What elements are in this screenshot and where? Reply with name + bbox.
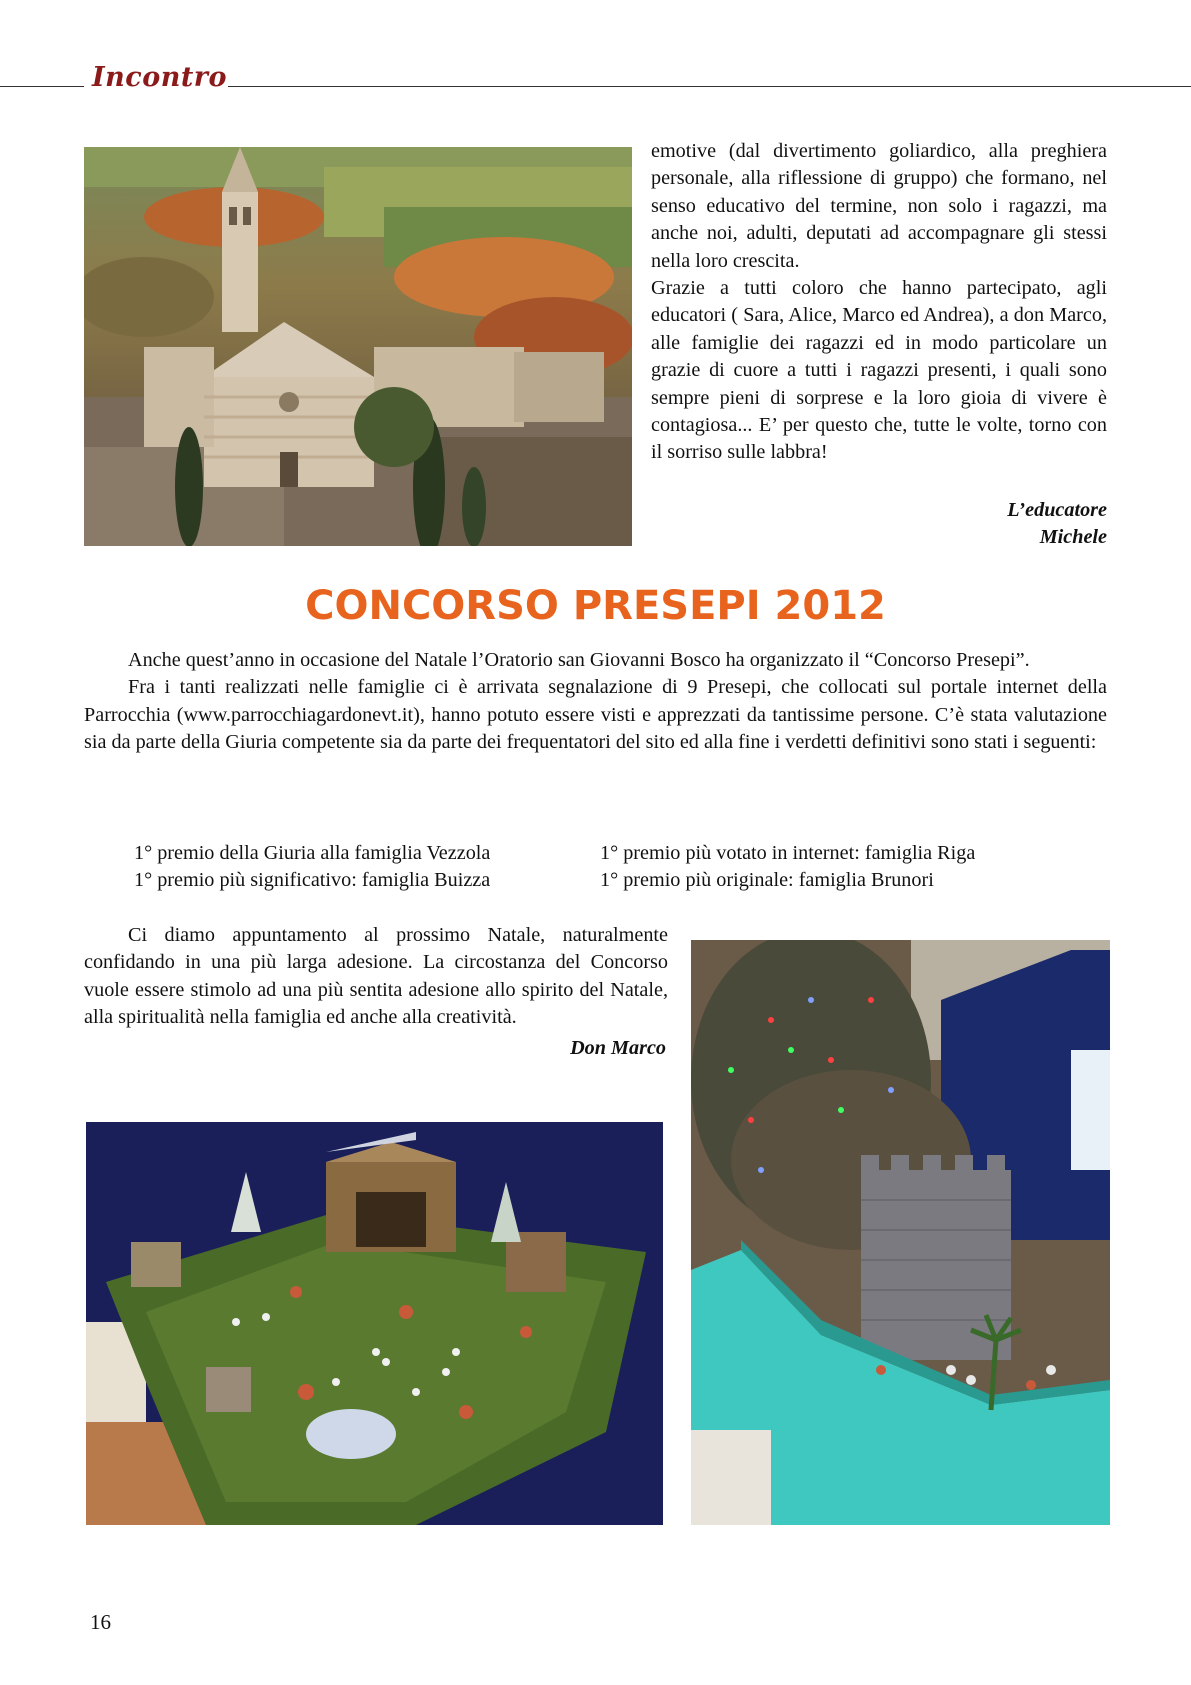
header-rule-right bbox=[228, 86, 1191, 87]
prize-giuria: 1° premio della Giuria alla famiglia Vezzola bbox=[134, 842, 491, 864]
magazine-title: Incontro bbox=[92, 62, 228, 93]
top-column-text bbox=[651, 138, 1107, 467]
article-paragraph-1: Anche quest’anno in occasione del Natale l’Oratorio san Giovanni Bosco ha organizzato il “Concorso Presepi”. bbox=[128, 649, 1030, 671]
prize-originale: 1° premio più originale: famiglia Brunori bbox=[600, 869, 934, 891]
signature-role: L’educatore bbox=[1007, 499, 1107, 521]
signature-name: Michele bbox=[1039, 526, 1107, 548]
photo-basilica-assisi bbox=[84, 147, 632, 546]
photo-presepe-2 bbox=[691, 940, 1110, 1525]
continued-paragraph: emotive (dal divertimento goliardico, alla preghiera personale, alla riflessione di gruppo) che formano, nel senso educativo del termine, non solo i ragazzi, ma anche noi, adulti, deputati ad accompagnare gli stessi nella loro crescita. bbox=[651, 140, 1107, 272]
prize-internet: 1° premio più votato in internet: famiglia Riga bbox=[600, 842, 976, 864]
closing-text bbox=[84, 922, 668, 1032]
article-intro bbox=[84, 647, 1107, 757]
header-rule-left bbox=[0, 86, 84, 87]
article-paragraph-3: Ci diamo appuntamento al prossimo Natale, naturalmente confidando in una più larga adesione. La circostanza del Concorso vuole essere stimolo ad una più sentita adesione allo spirito del Natale, alla spiritualità nella famiglia ed anche alla creatività. bbox=[84, 924, 668, 1029]
thanks-paragraph: Grazie a tutti coloro che hanno partecipato, agli educatori ( Sara, Alice, Marco ed Andrea), a don Marco, alle famiglie dei ragazzi ed in modo particolare un grazie di cuore a tutti i ragazzi presenti, i quali sono sempre pieni di sorprese e la loro gioia di vivere è contagiosa... E’ per questo che, tutte le volte, torno con il sorriso sulle labbra! bbox=[651, 277, 1107, 464]
photo-presepe-1 bbox=[86, 1122, 663, 1525]
signature-don-marco: Don Marco bbox=[570, 1037, 666, 1059]
page-number: 16 bbox=[90, 1610, 111, 1634]
article-paragraph-2: Fra i tanti realizzati nelle famiglie ci è arrivata segnalazione di 9 Presepi, che collocati sul portale internet della Parrocchia (www.parrocchiagardonevt.it), hanno potuto essere visti e apprezzati da tantissime persone. C’è stata valutazione sia da parte della Giuria competente sia da parte dei frequentatori del sito ed alla fine i verdetti definitivi sono stati i seguenti: bbox=[84, 676, 1107, 754]
prize-significativo: 1° premio più significativo: famiglia Buizza bbox=[134, 869, 491, 891]
article-title: CONCORSO PRESEPI 2012 bbox=[305, 583, 886, 629]
signature-educatore bbox=[851, 497, 1107, 551]
